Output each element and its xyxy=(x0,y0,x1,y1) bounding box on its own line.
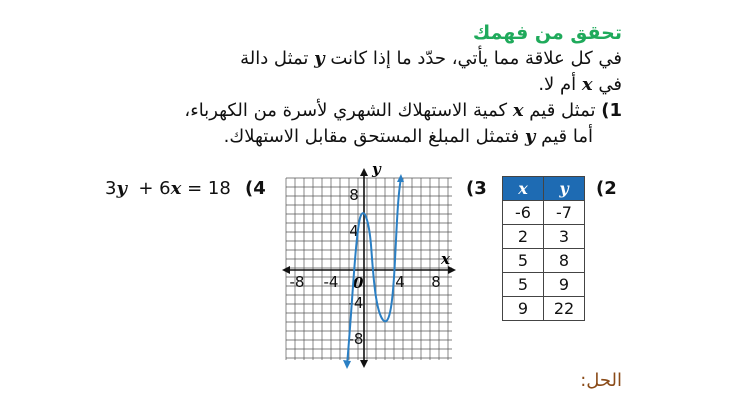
graph-y-label: y xyxy=(372,160,381,178)
lesson-title: تحقق من فهمك xyxy=(472,22,622,44)
y-arrow-up-icon xyxy=(360,168,368,176)
solution-label: الحل: xyxy=(580,370,622,391)
intro-line-1-before: في كل علاقة مما يأتي، حدّد ما إذا كانت xyxy=(330,48,622,69)
problem-1-line-2-after: فتمثل المبلغ المستحق مقابل الاستهلاك. xyxy=(223,126,520,147)
intro-line-2-var: x xyxy=(581,74,593,95)
table-header-x: x xyxy=(503,177,544,201)
problem-1-line-1 xyxy=(184,100,622,121)
eq-var2: x xyxy=(170,178,182,199)
graph-origin-label: 0 xyxy=(353,274,364,292)
eq-rhs: = 18 xyxy=(187,178,231,199)
intro-line-2 xyxy=(538,74,622,95)
x-tick-label: 8 xyxy=(431,273,441,291)
y-tick-label: -8 xyxy=(348,330,364,348)
curve-arrow-down-icon xyxy=(343,360,351,369)
table-row xyxy=(503,273,585,297)
y-tick-label: 8 xyxy=(349,186,359,204)
table-cell: 2 xyxy=(503,225,544,249)
table-cell: 5 xyxy=(503,249,544,273)
eq-coef1: 3 xyxy=(105,178,117,199)
problem-1-line-1-var: x xyxy=(512,100,524,121)
x-tick-label: 4 xyxy=(395,273,405,291)
problem-3-graph xyxy=(280,160,462,370)
intro-line-1-var: y xyxy=(314,48,325,69)
table-cell: -6 xyxy=(503,201,544,225)
table-header-y: y xyxy=(544,177,585,201)
table-row xyxy=(503,225,585,249)
eq-var1: y xyxy=(116,178,127,199)
table-row xyxy=(503,201,585,225)
x-tick-label: -4 xyxy=(323,273,339,291)
problem-2-label: (2 xyxy=(596,178,617,199)
intro-line-1-after: تمثل دالة xyxy=(240,48,309,69)
problem-2-table xyxy=(502,176,585,321)
table-cell: 5 xyxy=(503,273,544,297)
problem-1-number: 1) xyxy=(601,100,622,121)
table-row xyxy=(503,297,585,321)
y-arrow-down-icon xyxy=(360,360,368,368)
table-cell: 22 xyxy=(544,297,585,321)
problem-1-line-1-before: تمثل قيم xyxy=(529,100,596,121)
table-cell: 9 xyxy=(544,273,585,297)
problem-1-line-1-after: كمية الاستهلاك الشهري لأسرة من الكهرباء، xyxy=(184,100,508,121)
table-cell: -7 xyxy=(544,201,585,225)
problem-1-line-2 xyxy=(224,126,593,147)
problem-3-label: (3 xyxy=(466,178,487,199)
problem-4-label: (4 xyxy=(245,178,266,199)
problem-1-line-2-before: أما قيم xyxy=(541,126,593,147)
problem-4-equation xyxy=(105,178,231,199)
graph-grid xyxy=(286,178,452,360)
table-cell: 8 xyxy=(544,249,585,273)
table-cell: 9 xyxy=(503,297,544,321)
intro-line-2-before: في xyxy=(598,74,622,95)
y-tick-label: -4 xyxy=(348,294,364,312)
table-cell: 3 xyxy=(544,225,585,249)
x-tick-label: -8 xyxy=(289,273,305,291)
intro-line-2-after: أم لا. xyxy=(538,74,577,95)
intro-line-1 xyxy=(240,48,622,69)
graph-x-label: x xyxy=(441,250,450,268)
problem-1-line-2-var: y xyxy=(524,126,536,147)
table-header-row xyxy=(503,177,585,201)
table-row xyxy=(503,249,585,273)
y-tick-label: 4 xyxy=(349,222,359,240)
eq-op: + 6 xyxy=(138,178,171,199)
